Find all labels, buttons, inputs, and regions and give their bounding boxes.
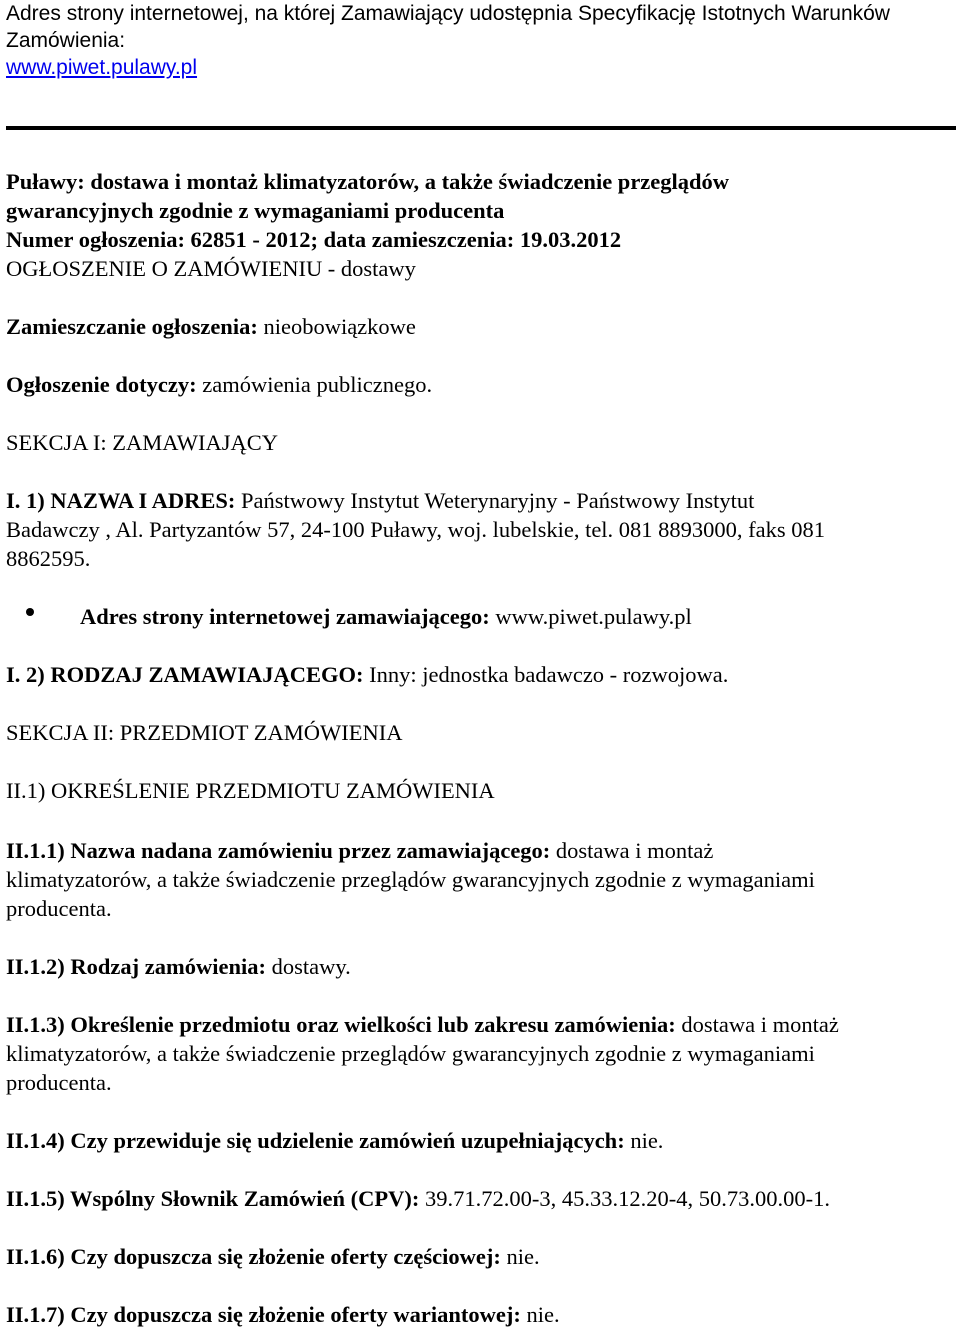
item7-label: II.1.7) Czy dopuszcza się złożenie oferty wariantowej: [6, 1302, 521, 1327]
notice-title-line1: Puławy: dostawa i montaż klimatyzatorów, a także świadczenie przeglądów [6, 169, 730, 194]
siwz-link[interactable]: www.piwet.pulawy.pl [6, 56, 198, 79]
item2-label: II.1.2) Rodzaj zamówienia: [6, 954, 266, 979]
notice-title-line2: gwarancyjnych zgodnie z wymaganiami producenta [6, 198, 505, 223]
item6-label: II.1.6) Czy dopuszcza się złożenie oferty częściowej: [6, 1244, 501, 1269]
website-label: Adres strony internetowej zamawiającego: [80, 604, 490, 629]
name-label: I. 1) NAZWA I ADRES: [6, 488, 236, 513]
item5-label: II.1.5) Wspólny Słownik Zamówień (CPV): [6, 1186, 420, 1211]
name-row [6, 487, 956, 515]
item3-value-c: producenta. [6, 1070, 112, 1095]
item4-row [6, 1127, 956, 1155]
item4-label: II.1.4) Czy przewiduje się udzielenie zamówień uzupełniających: [6, 1128, 625, 1153]
placement-label: Zamieszczanie ogłoszenia: [6, 314, 258, 339]
concerns-value: zamówienia publicznego. [202, 372, 433, 397]
item7-row [6, 1301, 956, 1329]
item1-value-a: dostawa i montaż [555, 838, 714, 863]
item3-row [6, 1011, 956, 1039]
item1-row [6, 837, 956, 865]
placement-value: nieobowiązkowe [263, 314, 416, 339]
item7-value: nie. [526, 1302, 560, 1327]
item2-row [6, 953, 956, 981]
name-value-2: Badawczy , Al. Partyzantów 57, 24-100 Puławy, woj. lubelskie, tel. 081 8893000, faks 081 [6, 517, 826, 542]
item1-value-b: klimatyzatorów, a także świadczenie przeglądów gwarancyjnych zgodnie z wymaganiami [6, 867, 815, 892]
concerns-row [6, 371, 956, 399]
name-value-3: 8862595. [6, 546, 91, 571]
placement-row [6, 313, 956, 341]
bullet-icon [26, 608, 34, 616]
section2-subheading: II.1) OKREŚLENIE PRZEDMIOTU ZAMÓWIENIA [6, 778, 495, 803]
concerns-label: Ogłoszenie dotyczy: [6, 372, 197, 397]
notice-type: OGŁOSZENIE O ZAMÓWIENIU - dostawy [6, 256, 416, 281]
name-value-1: Państwowy Instytut Weterynaryjny - Państwowy Instytut [241, 488, 755, 513]
type-row [6, 661, 956, 689]
item4-value: nie. [630, 1128, 664, 1153]
divider [6, 126, 956, 130]
section2-heading: SEKCJA II: PRZEDMIOT ZAMÓWIENIA [6, 720, 403, 745]
header-intro: Adres strony internetowej, na której Zamawiający udostępnia Specyfikację Istotnych Warunków Zamówienia: [6, 2, 890, 52]
item6-value: nie. [506, 1244, 540, 1269]
item5-row [6, 1185, 956, 1213]
type-value: Inny: jednostka badawczo - rozwojowa. [369, 662, 729, 687]
website-row [80, 603, 950, 631]
website-value: www.piwet.pulawy.pl [495, 604, 692, 629]
item6-row [6, 1243, 956, 1271]
header [6, 0, 956, 81]
item3-label: II.1.3) Określenie przedmiotu oraz wielkości lub zakresu zamówienia: [6, 1012, 676, 1037]
section1-heading: SEKCJA I: ZAMAWIAJĄCY [6, 430, 278, 455]
item3-value-b: klimatyzatorów, a także świadczenie przeglądów gwarancyjnych zgodnie z wymaganiami [6, 1041, 815, 1066]
type-label: I. 2) RODZAJ ZAMAWIAJĄCEGO: [6, 662, 364, 687]
item2-value: dostawy. [271, 954, 351, 979]
item5-value: 39.71.72.00-3, 45.33.12.20-4, 50.73.00.00-1. [425, 1186, 831, 1211]
item1-value-c: producenta. [6, 896, 112, 921]
item3-value-a: dostawa i montaż [681, 1012, 839, 1037]
item1-label: II.1.1) Nazwa nadana zamówieniu przez zamawiającego: [6, 838, 551, 863]
notice-number: Numer ogłoszenia: 62851 - 2012; data zamieszczenia: 19.03.2012 [6, 227, 622, 252]
